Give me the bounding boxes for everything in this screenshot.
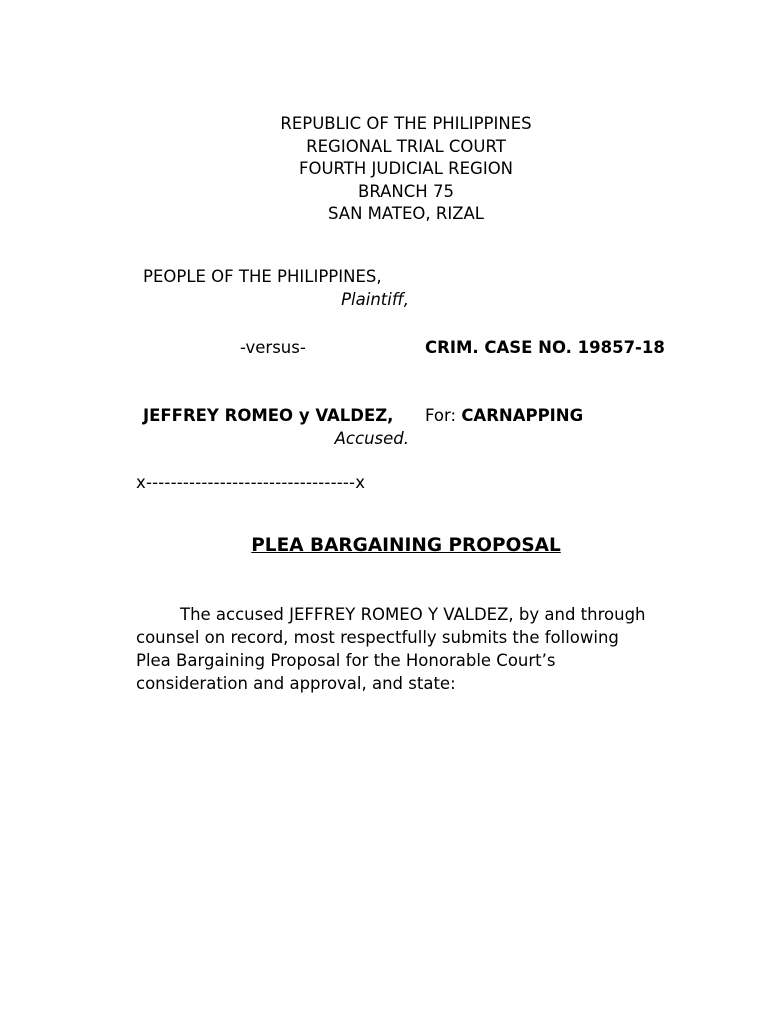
court-header	[0, 113, 768, 226]
caption-separator: x----------------------------------x	[136, 473, 366, 492]
versus-label: -versus-	[240, 338, 306, 357]
header-court: REGIONAL TRIAL COURT	[306, 136, 506, 156]
offense-value: CARNAPPING	[461, 406, 584, 425]
plaintiff-name: PEOPLE OF THE PHILIPPINES,	[143, 267, 382, 286]
accused-name: JEFFREY ROMEO y VALDEZ,	[143, 406, 394, 425]
case-number: CRIM. CASE NO. 19857-18	[425, 338, 665, 357]
document-title: PLEA BARGAINING PROPOSAL	[251, 535, 561, 556]
plaintiff-role: Plaintiff,	[341, 290, 409, 309]
offense-label: For:	[425, 406, 457, 425]
header-republic: REPUBLIC OF THE PHILIPPINES	[280, 114, 532, 133]
offense	[425, 405, 583, 428]
header-branch: BRANCH 75	[358, 181, 454, 201]
header-location: SAN MATEO, RIZAL	[328, 204, 484, 223]
body-paragraph: The accused JEFFREY ROMEO Y VALDEZ, by and through counsel on record, most respectfully submits the following Plea Bargaining Proposal for the Honorable Court’s consideration and approval, and state:	[136, 605, 646, 693]
accused-role: Accused.	[334, 429, 409, 448]
header-region: FOURTH JUDICIAL REGION	[298, 159, 514, 178]
